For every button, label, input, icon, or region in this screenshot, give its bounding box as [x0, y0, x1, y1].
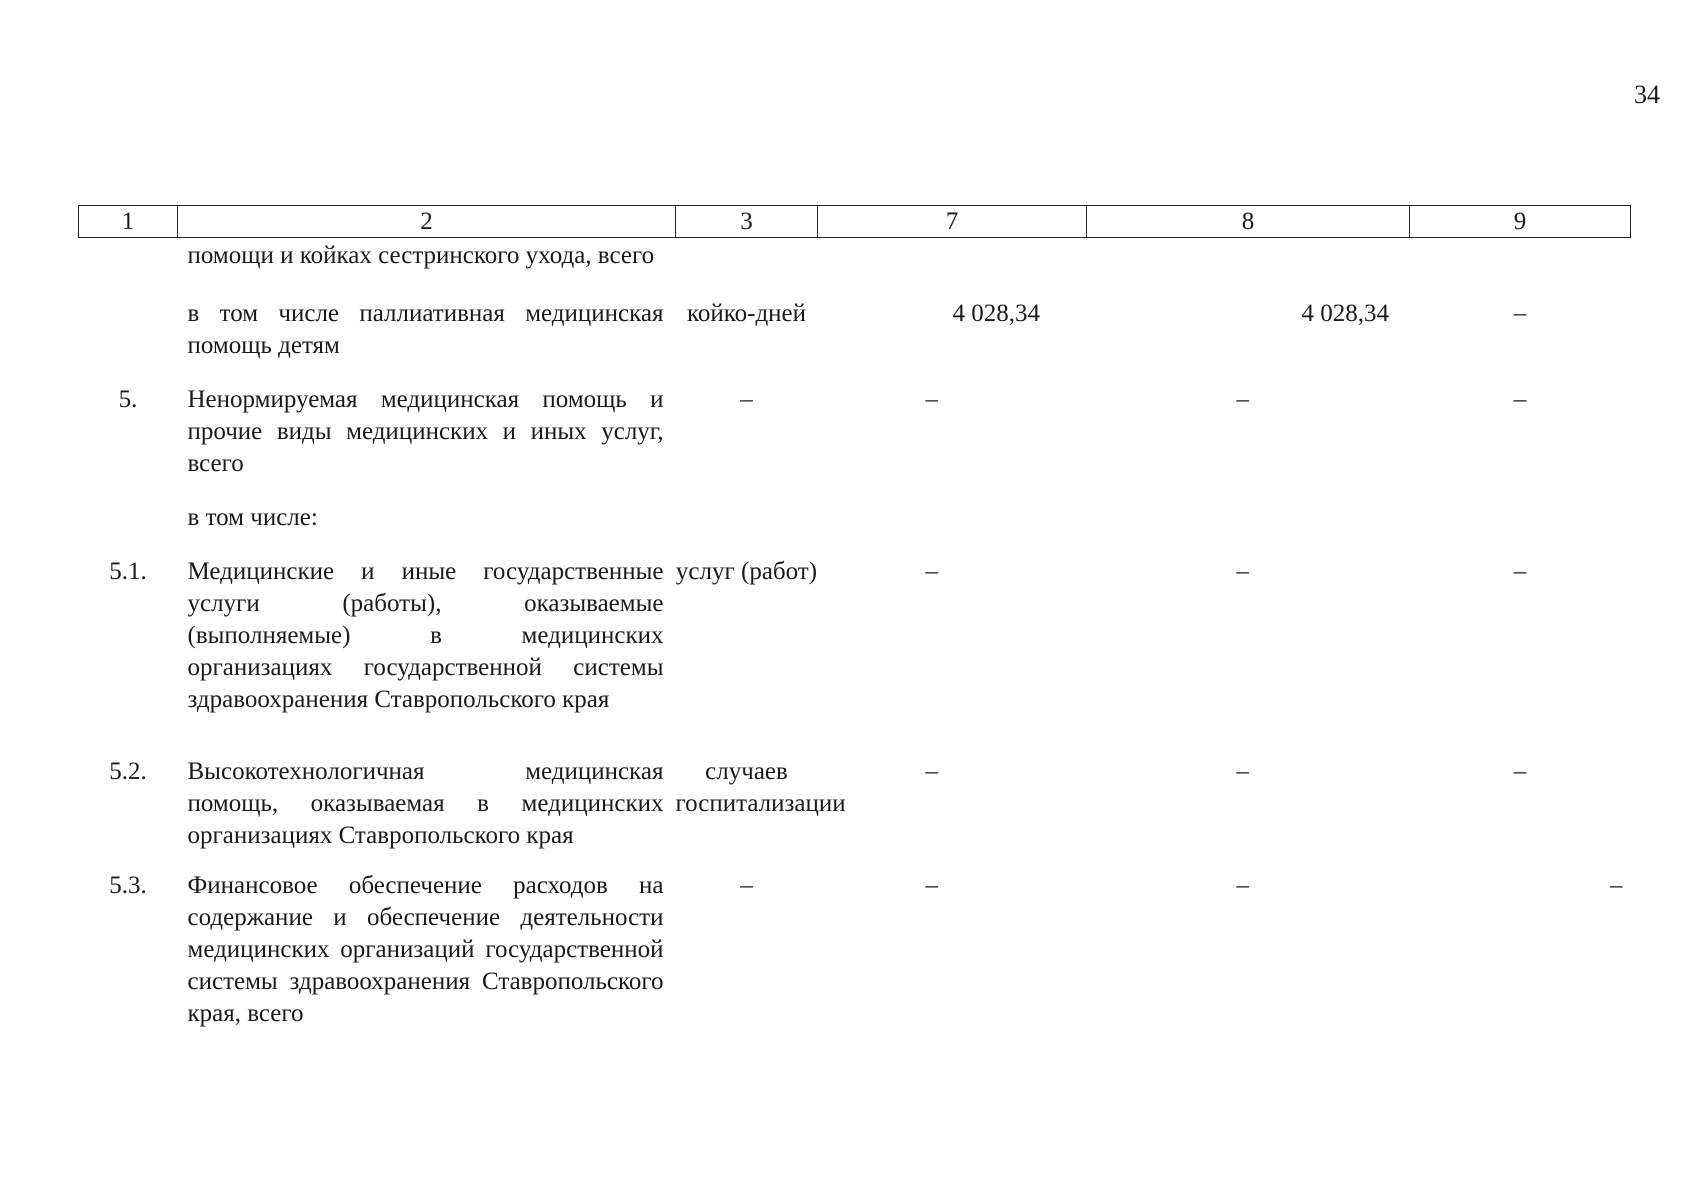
table-row — [79, 852, 1631, 1030]
table-row — [79, 716, 1631, 852]
row-description: Высокотехнологичная медицинская помощь, оказываемая в медицинских организациях Ставропольского края — [187, 758, 664, 849]
row-number: 5.1. — [109, 558, 147, 585]
row-col-9 — [1410, 480, 1631, 534]
row-number — [79, 272, 178, 362]
row-col-8 — [1087, 238, 1410, 273]
row-unit: случаев госпитализации — [675, 758, 846, 817]
row-description: в том числе: — [187, 504, 318, 531]
row-description: Финансовое обеспечение расходов на содержание и обеспечение деятельности медицинских организаций государственной системы здравоохранения Ставропольского края, всего — [187, 872, 664, 1027]
row-unit: койко-дней — [686, 300, 807, 327]
row-description: Медицинские и иные государственные услуги (работы), оказываемые (выполняемые) в медицинских организациях государственной системы здравоохранения Ставропольского края — [187, 558, 664, 713]
row-unit — [676, 480, 818, 534]
table-row — [79, 362, 1631, 480]
program-table — [78, 205, 1631, 1030]
row-col-9: – — [1513, 558, 1527, 585]
row-col-8: – — [1236, 872, 1249, 899]
header-col-3: 3 — [676, 206, 818, 238]
header-col-2: 2 — [178, 206, 676, 238]
row-col-7: 4 028,34 — [952, 300, 1040, 327]
row-unit: услуг (работ) — [675, 558, 818, 585]
row-number: 5.3. — [109, 872, 147, 899]
row-number: 5. — [118, 386, 138, 413]
header-col-8: 8 — [1087, 206, 1410, 238]
row-col-8: – — [1236, 386, 1249, 413]
row-description: Ненормируемая медицинская помощь и прочие виды медицинских и иных услуг, всего — [187, 386, 664, 477]
table-row — [79, 480, 1631, 534]
row-col-7: – — [925, 386, 938, 413]
row-description: помощи и койках сестринского ухода, всего — [187, 242, 655, 269]
row-col-7: – — [925, 758, 938, 785]
row-unit: – — [740, 386, 753, 413]
row-col-9: – — [1513, 386, 1527, 413]
row-description: в том числе паллиативная медицинская помощь детям — [187, 300, 664, 359]
row-unit: – — [740, 872, 753, 899]
table-row — [79, 238, 1631, 273]
table-row — [79, 534, 1631, 716]
row-col-8 — [1087, 480, 1410, 534]
row-number — [79, 480, 178, 534]
row-col-9 — [1410, 238, 1631, 273]
page-number: 34 — [1634, 80, 1660, 109]
row-col-8: 4 028,34 — [1301, 300, 1389, 327]
row-col-9: – — [1513, 300, 1527, 327]
header-col-7: 7 — [818, 206, 1087, 238]
row-col-7: – — [925, 558, 938, 585]
row-number: 5.2. — [109, 758, 147, 785]
row-col-7: – — [925, 872, 938, 899]
row-col-8: – — [1236, 758, 1249, 785]
row-col-8: – — [1236, 558, 1249, 585]
table-header-row — [79, 206, 1631, 238]
row-col-9: – — [1513, 758, 1527, 785]
row-unit — [676, 238, 818, 273]
row-number — [79, 238, 178, 273]
row-col-7 — [818, 238, 1087, 273]
row-col-9: – — [1610, 872, 1623, 899]
row-col-7 — [818, 480, 1087, 534]
header-col-1: 1 — [79, 206, 178, 238]
table-row — [79, 272, 1631, 362]
header-col-9: 9 — [1410, 206, 1631, 238]
